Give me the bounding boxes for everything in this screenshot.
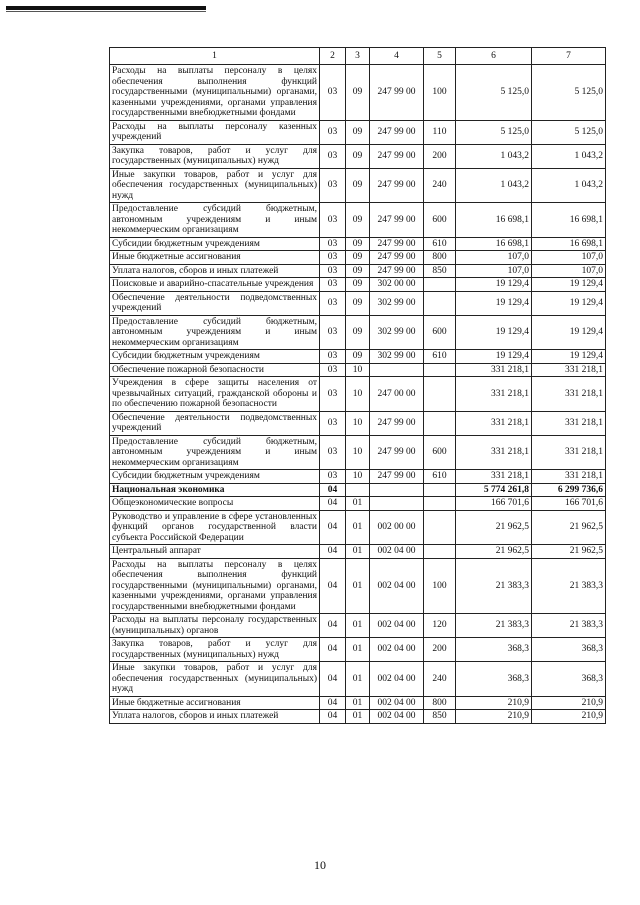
row-subsection: 01 [346, 545, 370, 559]
row-amount-1: 210,9 [456, 696, 532, 710]
table-row [110, 363, 606, 377]
header-col-6: 6 [456, 48, 532, 65]
row-name: Предоставление субсидий бюджетным, автономным учреждениям и иным некоммерческим организациям [110, 203, 320, 238]
table-row [110, 144, 606, 168]
row-amount-2: 331 218,1 [532, 377, 606, 412]
row-expense-type: 240 [424, 168, 456, 203]
table-row [110, 350, 606, 364]
row-target-article: 247 99 00 [370, 251, 424, 265]
table-row [110, 203, 606, 238]
row-expense-type [424, 497, 456, 511]
row-expense-type: 850 [424, 710, 456, 724]
row-section: 03 [320, 251, 346, 265]
row-expense-type: 850 [424, 264, 456, 278]
row-target-article: 247 99 00 [370, 168, 424, 203]
row-target-article: 002 04 00 [370, 662, 424, 697]
row-amount-1: 21 962,5 [456, 545, 532, 559]
row-subsection: 01 [346, 662, 370, 697]
header-col-2: 2 [320, 48, 346, 65]
row-expense-type: 110 [424, 120, 456, 144]
row-name: Иные закупки товаров, работ и услуг для обеспечения государственных (муниципальных) нужд [110, 168, 320, 203]
row-name: Иные бюджетные ассигнования [110, 251, 320, 265]
row-subsection: 09 [346, 203, 370, 238]
row-amount-2: 1 043,2 [532, 144, 606, 168]
table-row [110, 662, 606, 697]
row-amount-2: 331 218,1 [532, 470, 606, 484]
row-expense-type [424, 377, 456, 412]
row-section: 04 [320, 483, 346, 497]
table-row [110, 638, 606, 662]
table-row [110, 278, 606, 292]
row-section: 03 [320, 377, 346, 412]
row-subsection: 09 [346, 278, 370, 292]
row-target-article: 302 99 00 [370, 315, 424, 350]
row-amount-1: 368,3 [456, 638, 532, 662]
row-target-article: 002 04 00 [370, 614, 424, 638]
row-target-article: 247 99 00 [370, 120, 424, 144]
row-amount-1: 107,0 [456, 264, 532, 278]
row-target-article: 002 04 00 [370, 545, 424, 559]
row-section: 03 [320, 470, 346, 484]
row-expense-type: 800 [424, 696, 456, 710]
row-target-article: 247 99 00 [370, 435, 424, 470]
row-amount-2: 21 962,5 [532, 545, 606, 559]
row-expense-type [424, 510, 456, 545]
row-expense-type [424, 483, 456, 497]
row-subsection: 09 [346, 251, 370, 265]
row-target-article: 002 00 00 [370, 510, 424, 545]
row-section: 03 [320, 278, 346, 292]
row-target-article: 247 99 00 [370, 203, 424, 238]
row-target-article: 247 99 00 [370, 470, 424, 484]
row-target-article: 302 00 00 [370, 278, 424, 292]
row-subsection: 09 [346, 168, 370, 203]
row-subsection: 09 [346, 120, 370, 144]
table-row [110, 65, 606, 121]
row-amount-1: 1 043,2 [456, 168, 532, 203]
header-col-7: 7 [532, 48, 606, 65]
row-subsection [346, 483, 370, 497]
row-amount-1: 21 383,3 [456, 614, 532, 638]
header-col-1: 1 [110, 48, 320, 65]
page-number: 10 [314, 858, 326, 872]
row-name: Иные закупки товаров, работ и услуг для обеспечения государственных (муниципальных) нужд [110, 662, 320, 697]
row-section: 04 [320, 662, 346, 697]
row-expense-type [424, 278, 456, 292]
table-row [110, 264, 606, 278]
row-expense-type: 610 [424, 237, 456, 251]
row-expense-type [424, 291, 456, 315]
row-subsection: 10 [346, 363, 370, 377]
row-amount-2: 19 129,4 [532, 278, 606, 292]
row-target-article: 247 99 00 [370, 144, 424, 168]
row-target-article: 247 00 00 [370, 377, 424, 412]
table-row [110, 411, 606, 435]
row-name: Иные бюджетные ассигнования [110, 696, 320, 710]
row-amount-2: 19 129,4 [532, 350, 606, 364]
row-name: Расходы на выплаты персоналу казенных учреждений [110, 120, 320, 144]
header-col-5: 5 [424, 48, 456, 65]
row-section: 03 [320, 203, 346, 238]
row-section: 04 [320, 545, 346, 559]
row-amount-1: 21 383,3 [456, 558, 532, 614]
row-name: Уплата налогов, сборов и иных платежей [110, 264, 320, 278]
row-amount-2: 368,3 [532, 638, 606, 662]
row-expense-type: 610 [424, 470, 456, 484]
row-subsection: 09 [346, 144, 370, 168]
row-amount-1: 331 218,1 [456, 470, 532, 484]
row-amount-2: 6 299 736,6 [532, 483, 606, 497]
row-target-article: 002 04 00 [370, 710, 424, 724]
row-name: Руководство и управление в сфере установленных функций органов государственной власти субъекта Российской Федерации [110, 510, 320, 545]
budget-table [109, 47, 606, 724]
row-target-article: 002 04 00 [370, 558, 424, 614]
row-name: Общеэкономические вопросы [110, 497, 320, 511]
row-section: 04 [320, 614, 346, 638]
row-section: 04 [320, 638, 346, 662]
table-row [110, 168, 606, 203]
row-expense-type [424, 363, 456, 377]
table-row [110, 483, 606, 497]
row-expense-type: 610 [424, 350, 456, 364]
row-amount-1: 19 129,4 [456, 291, 532, 315]
table-row [110, 497, 606, 511]
row-section: 03 [320, 411, 346, 435]
row-name: Субсидии бюджетным учреждениям [110, 470, 320, 484]
row-subsection: 01 [346, 638, 370, 662]
header-col-4: 4 [370, 48, 424, 65]
row-subsection: 10 [346, 435, 370, 470]
table-row [110, 696, 606, 710]
row-target-article [370, 497, 424, 511]
row-amount-2: 210,9 [532, 710, 606, 724]
row-expense-type: 800 [424, 251, 456, 265]
table-row [110, 614, 606, 638]
row-amount-2: 210,9 [532, 696, 606, 710]
row-amount-2: 331 218,1 [532, 435, 606, 470]
row-name: Учреждения в сфере защиты населения от чрезвычайных ситуаций, гражданской обороны и по обеспечению пожарной безопасности [110, 377, 320, 412]
table-row [110, 291, 606, 315]
row-section: 04 [320, 558, 346, 614]
row-subsection: 01 [346, 510, 370, 545]
row-section: 03 [320, 315, 346, 350]
row-amount-2: 16 698,1 [532, 203, 606, 238]
row-amount-2: 107,0 [532, 251, 606, 265]
row-section: 03 [320, 264, 346, 278]
table-row [110, 435, 606, 470]
row-expense-type: 100 [424, 558, 456, 614]
row-section: 03 [320, 65, 346, 121]
table-row [110, 120, 606, 144]
row-target-article [370, 363, 424, 377]
row-name: Поисковые и аварийно-спасательные учреждения [110, 278, 320, 292]
table-header-row [110, 48, 606, 65]
row-section: 03 [320, 363, 346, 377]
row-amount-1: 16 698,1 [456, 203, 532, 238]
row-section: 04 [320, 497, 346, 511]
row-target-article [370, 483, 424, 497]
row-amount-2: 21 383,3 [532, 558, 606, 614]
row-amount-2: 331 218,1 [532, 363, 606, 377]
table-row [110, 377, 606, 412]
row-target-article: 247 99 00 [370, 237, 424, 251]
table-row [110, 545, 606, 559]
row-name: Обеспечение деятельности подведомственных учреждений [110, 411, 320, 435]
table-row [110, 315, 606, 350]
row-expense-type: 600 [424, 315, 456, 350]
row-section: 03 [320, 237, 346, 251]
row-section: 03 [320, 168, 346, 203]
row-target-article: 002 04 00 [370, 638, 424, 662]
row-amount-2: 21 383,3 [532, 614, 606, 638]
table-body [110, 65, 606, 724]
row-amount-1: 368,3 [456, 662, 532, 697]
row-section: 03 [320, 120, 346, 144]
header-col-3: 3 [346, 48, 370, 65]
row-expense-type: 200 [424, 638, 456, 662]
row-amount-2: 19 129,4 [532, 315, 606, 350]
row-target-article: 002 04 00 [370, 696, 424, 710]
row-target-article: 247 99 00 [370, 65, 424, 121]
row-subsection: 09 [346, 264, 370, 278]
row-subsection: 10 [346, 470, 370, 484]
row-name: Субсидии бюджетным учреждениям [110, 350, 320, 364]
row-expense-type: 200 [424, 144, 456, 168]
row-name: Расходы на выплаты персоналу государственных (муниципальных) органов [110, 614, 320, 638]
row-name: Закупка товаров, работ и услуг для государственных (муниципальных) нужд [110, 144, 320, 168]
row-amount-1: 107,0 [456, 251, 532, 265]
row-amount-1: 331 218,1 [456, 435, 532, 470]
row-name: Расходы на выплаты персоналу в целях обеспечения выполнения функций государственными (муниципальными) органами, казенными учреждениями, органами управления государственными внебюджетными фондами [110, 558, 320, 614]
table-row [110, 237, 606, 251]
row-amount-1: 331 218,1 [456, 363, 532, 377]
row-amount-1: 16 698,1 [456, 237, 532, 251]
row-amount-2: 166 701,6 [532, 497, 606, 511]
row-subsection: 10 [346, 377, 370, 412]
row-amount-1: 210,9 [456, 710, 532, 724]
row-amount-2: 19 129,4 [532, 291, 606, 315]
row-subsection: 01 [346, 710, 370, 724]
row-section: 03 [320, 144, 346, 168]
row-amount-2: 5 125,0 [532, 120, 606, 144]
row-amount-2: 368,3 [532, 662, 606, 697]
row-section: 03 [320, 435, 346, 470]
row-name: Субсидии бюджетным учреждениям [110, 237, 320, 251]
row-subsection: 09 [346, 291, 370, 315]
row-target-article: 302 99 00 [370, 291, 424, 315]
row-amount-2: 331 218,1 [532, 411, 606, 435]
row-expense-type [424, 411, 456, 435]
row-subsection: 01 [346, 614, 370, 638]
table-row [110, 251, 606, 265]
row-amount-1: 19 129,4 [456, 315, 532, 350]
row-subsection: 01 [346, 696, 370, 710]
row-expense-type: 120 [424, 614, 456, 638]
row-amount-2: 5 125,0 [532, 65, 606, 121]
row-section: 04 [320, 510, 346, 545]
row-subsection: 09 [346, 65, 370, 121]
row-amount-1: 5 125,0 [456, 65, 532, 121]
row-section: 03 [320, 291, 346, 315]
row-name: Национальная экономика [110, 483, 320, 497]
row-amount-1: 331 218,1 [456, 411, 532, 435]
row-section: 04 [320, 710, 346, 724]
row-section: 04 [320, 696, 346, 710]
row-amount-1: 21 962,5 [456, 510, 532, 545]
row-target-article: 302 99 00 [370, 350, 424, 364]
row-amount-1: 1 043,2 [456, 144, 532, 168]
row-name: Обеспечение пожарной безопасности [110, 363, 320, 377]
table-row [110, 558, 606, 614]
row-target-article: 247 99 00 [370, 411, 424, 435]
row-subsection: 09 [346, 315, 370, 350]
row-subsection: 09 [346, 350, 370, 364]
row-amount-1: 166 701,6 [456, 497, 532, 511]
table-row [110, 470, 606, 484]
row-expense-type: 600 [424, 203, 456, 238]
row-subsection: 01 [346, 497, 370, 511]
row-name: Предоставление субсидий бюджетным, автономным учреждениям и иным некоммерческим организациям [110, 435, 320, 470]
row-name: Обеспечение деятельности подведомственных учреждений [110, 291, 320, 315]
top-rule [6, 6, 206, 10]
row-expense-type: 100 [424, 65, 456, 121]
row-target-article: 247 99 00 [370, 264, 424, 278]
row-subsection: 09 [346, 237, 370, 251]
top-rule-thin [6, 11, 206, 12]
row-expense-type: 240 [424, 662, 456, 697]
row-amount-1: 19 129,4 [456, 350, 532, 364]
row-amount-1: 331 218,1 [456, 377, 532, 412]
row-expense-type: 600 [424, 435, 456, 470]
row-amount-2: 16 698,1 [532, 237, 606, 251]
row-amount-2: 1 043,2 [532, 168, 606, 203]
row-section: 03 [320, 350, 346, 364]
row-amount-1: 5 774 261,8 [456, 483, 532, 497]
row-amount-2: 21 962,5 [532, 510, 606, 545]
row-name: Уплата налогов, сборов и иных платежей [110, 710, 320, 724]
row-subsection: 10 [346, 411, 370, 435]
row-name: Предоставление субсидий бюджетным, автономным учреждениям и иным некоммерческим организациям [110, 315, 320, 350]
row-name: Центральный аппарат [110, 545, 320, 559]
row-amount-1: 19 129,4 [456, 278, 532, 292]
table-row [110, 510, 606, 545]
row-name: Расходы на выплаты персоналу в целях обеспечения выполнения функций государственными (муниципальными) органами, казенными учреждениями, органами управления государственными внебюджетными фондами [110, 65, 320, 121]
row-name: Закупка товаров, работ и услуг для государственных (муниципальных) нужд [110, 638, 320, 662]
row-subsection: 01 [346, 558, 370, 614]
row-expense-type [424, 545, 456, 559]
table-row [110, 710, 606, 724]
row-amount-2: 107,0 [532, 264, 606, 278]
row-amount-1: 5 125,0 [456, 120, 532, 144]
